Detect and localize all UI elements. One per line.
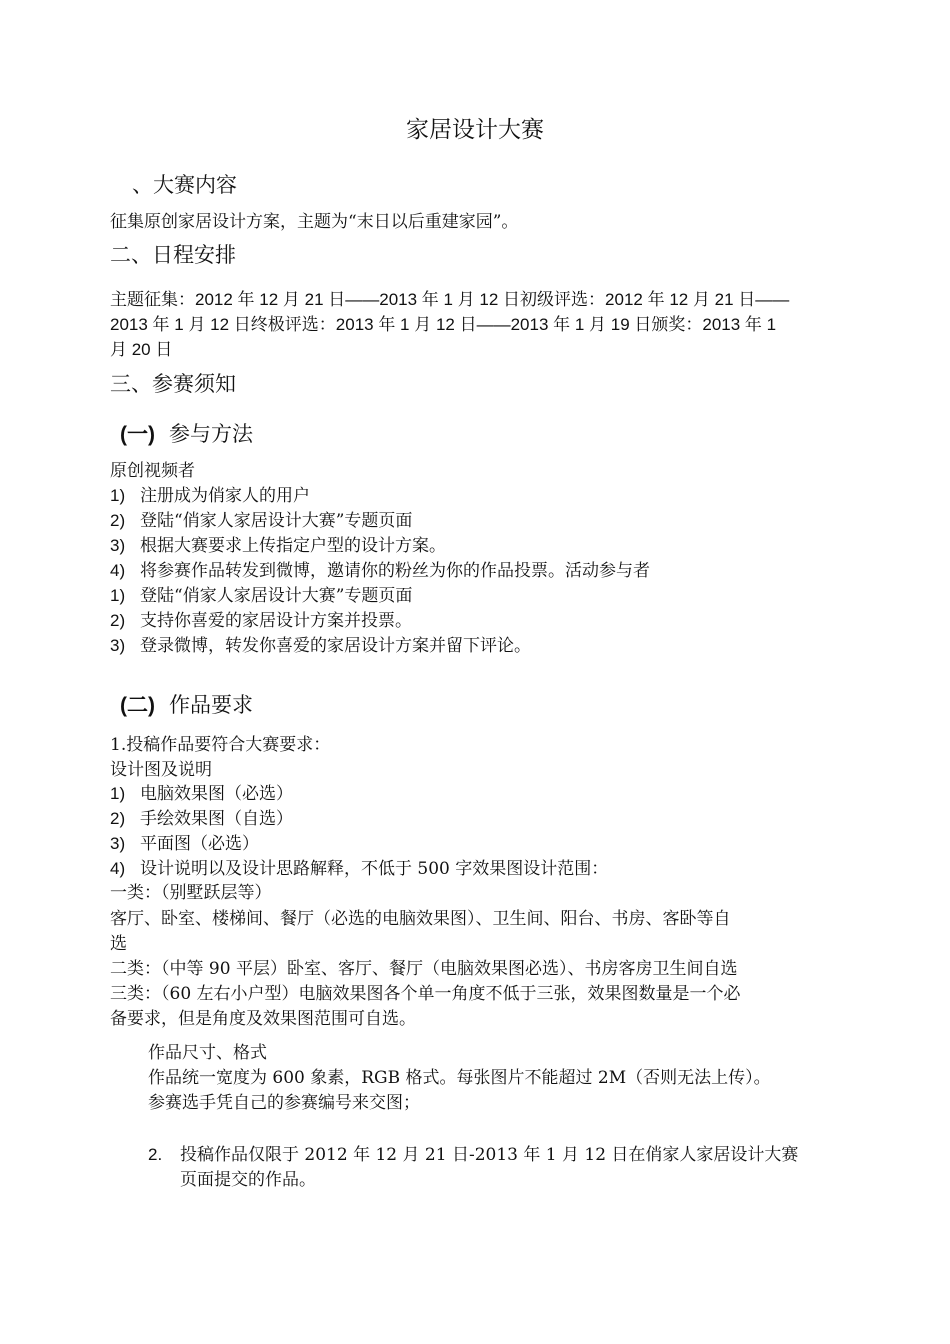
subsection-heading-requirements bbox=[120, 690, 253, 721]
numbered-item-number: 2. bbox=[148, 1145, 163, 1164]
numbered-item-text: 投稿作品仅限于 2012 年 12 月 21 日-2013 年 1 月 12 日在俏家人家居设计大赛 bbox=[180, 1145, 799, 1165]
size-format-text: 作品统一宽度为 600 象素，RGB 格式。每张图片不能超过 2M（否则无法上传）。 bbox=[148, 1068, 771, 1088]
category-line: 选 bbox=[110, 934, 127, 954]
size-format-heading: 作品尺寸、格式 bbox=[148, 1043, 267, 1063]
section-heading-contest-content: 、大赛内容 bbox=[132, 173, 237, 197]
schedule-line: 月 20 日 bbox=[110, 340, 173, 359]
category-line: 客厅、卧室、楼梯间、餐厅（必选的电脑效果图）、卫生间、阳台、书房、客卧等自 bbox=[110, 909, 731, 929]
subsection-number: (一) bbox=[120, 423, 155, 446]
list-item: 3) 根据大赛要求上传指定户型的设计方案。 bbox=[110, 536, 446, 556]
subsection-title: 作品要求 bbox=[169, 693, 253, 717]
size-format-text: 参赛选手凭自己的参赛编号来交图； bbox=[148, 1093, 420, 1113]
list-item: 3) 平面图（必选） bbox=[110, 834, 259, 854]
section-heading-notice: 三、参赛须知 bbox=[110, 372, 236, 396]
subsection-heading-participation bbox=[120, 419, 253, 450]
list-item: 1) 登陆“俏家人家居设计大赛”专题页面 bbox=[110, 586, 413, 606]
list-item: 2) 支持你喜爱的家居设计方案并投票。 bbox=[110, 611, 412, 631]
design-label: 设计图及说明 bbox=[110, 760, 212, 780]
numbered-item-text: 页面提交的作品。 bbox=[180, 1170, 316, 1190]
participant-type-label: 原创视频者 bbox=[110, 461, 195, 481]
category-line: 二类：（中等 90 平层）卧室、客厅、餐厅（电脑效果图必选）、书房客房卫生间自选 bbox=[110, 959, 738, 979]
subsection-title: 参与方法 bbox=[169, 422, 253, 446]
list-item: 3) 登录微博，转发你喜爱的家居设计方案并留下评论。 bbox=[110, 636, 531, 656]
requirement-intro: 1.投稿作品要符合大赛要求： bbox=[110, 735, 331, 755]
list-item: 2) 登陆“俏家人家居设计大赛”专题页面 bbox=[110, 511, 413, 531]
category-line: 备要求，但是角度及效果图范围可自选。 bbox=[110, 1009, 416, 1029]
section-heading-schedule: 二、日程安排 bbox=[110, 243, 236, 267]
contest-content-text: 征集原创家居设计方案，主题为“末日以后重建家园”。 bbox=[110, 212, 519, 232]
list-item: 1) 注册成为俏家人的用户 bbox=[110, 486, 310, 506]
list-item: 1) 电脑效果图（必选） bbox=[110, 784, 293, 804]
category-line: 三类：（60 左右小户型）电脑效果图各个单一角度不低于三张，效果图数量是一个必 bbox=[110, 984, 741, 1004]
schedule-line: 主题征集：2012 年 12 月 21 日——2013 年 1 月 12 日初级评选：2012 年 12 月 21 日—— bbox=[110, 290, 790, 309]
list-item: 2) 手绘效果图（自选） bbox=[110, 809, 293, 829]
document-title: 家居设计大赛 bbox=[406, 117, 544, 143]
schedule-line: 2013 年 1 月 12 日终极评选：2013 年 1 月 12 日——2013 年 1 月 19 日颁奖：2013 年 1 bbox=[110, 315, 777, 334]
category-line: 一类：（别墅跃层等） bbox=[110, 883, 272, 903]
list-item: 4) 设计说明以及设计思路解释，不低于 500 字效果图设计范围： bbox=[110, 859, 609, 879]
list-item: 4) 将参赛作品转发到微博，邀请你的粉丝为你的作品投票。活动参与者 bbox=[110, 561, 650, 581]
subsection-number: (二) bbox=[120, 694, 155, 717]
